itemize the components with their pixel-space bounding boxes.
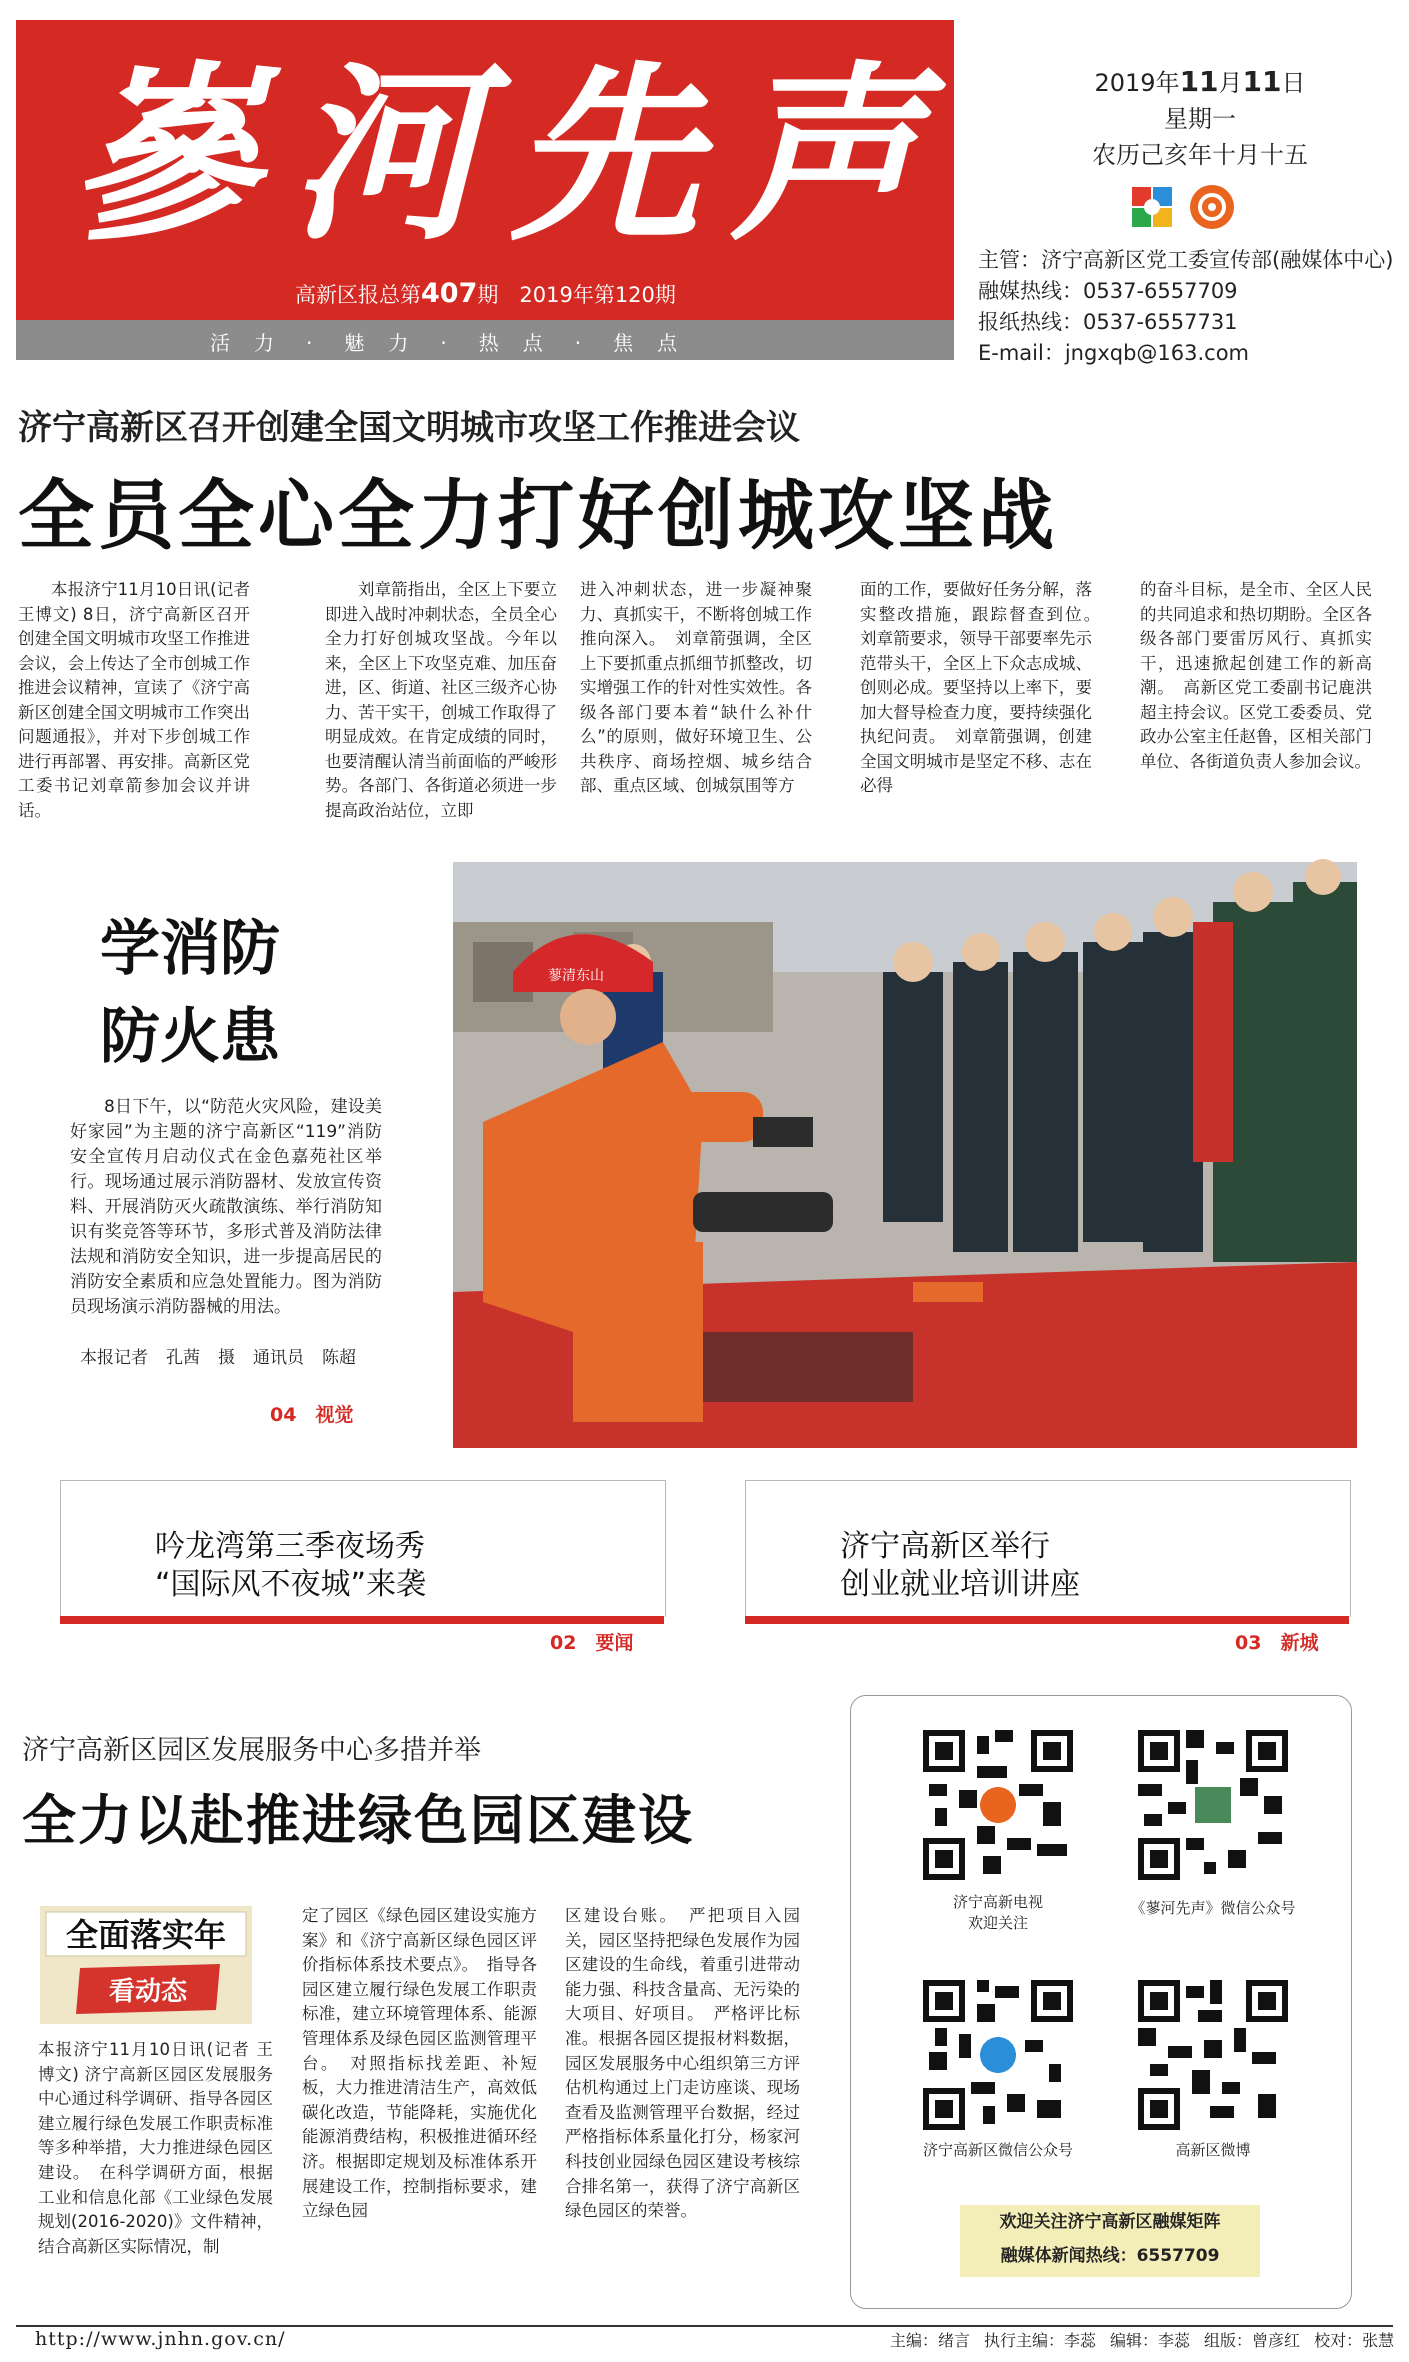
teaser-1-title: 吟龙湾第三季夜场秀 “国际风不夜城”来袭 [155, 1529, 427, 1602]
contact-info: 主管：济宁高新区党工委宣传部(融媒体中心) 融媒热线：0537-6557709 报纸热线：0537-6557731 E-mail：jngxqb@163.com [978, 248, 1394, 365]
qr-code-wechat-official[interactable] [923, 1980, 1073, 2130]
teaser-2-page[interactable]: 03 新城 [1235, 1632, 1319, 1654]
qr-code-weibo[interactable] [1138, 1980, 1288, 2130]
editor-credits: 主编：绪言 执行主编：李蕊 编辑：李蕊 组版：曾彦红 校对：张慧 [890, 2331, 1395, 2350]
qr-code-wechat-paper[interactable] [1138, 1730, 1288, 1880]
story1-column-2: 刘章箭指出，全区上下要立即进入战时冲刺状态，全员全心全力打好创城攻坚战。今年以来，全区上下攻坚克难、加压奋进，区、街道、社区三级齐心协力、苦干实干，创城工作取得了明显成效。在肯定成绩的同时，也要清醒认清当前面临的严峻形势。各部门、各街道必须进一步提高政治站位，立即 [325, 580, 557, 820]
masthead-logo: 嵾河先声 [70, 43, 951, 266]
site-url-link[interactable]: http://www.jnhn.gov.cn/ [35, 2328, 286, 2350]
teaser-2-title: 济宁高新区举行 创业就业培训讲座 [840, 1529, 1080, 1602]
story1-headline: 全员全心全力打好创城攻坚战 [18, 471, 1058, 560]
story3-column-2: 定了园区《绿色园区建设实施方案》和《济宁高新区绿色园区评价指标体系技术要点》。 指导各园区建立履行绿色发展工作职责标准，建立环境管理体系、能源管理体系及绿色园区监测管理平台。 对照指标找差距、补短板，大力推进清洁生产，高效低碳化改造，节能降耗，实施优化能源消费结构，积极推进循环经济。根据即定规划及标准体系开展建设工作，控制指标要求，建立绿色园 [302, 1906, 537, 2221]
footer-rule [16, 2325, 1393, 2327]
qr-label-tv: 济宁高新电视 欢迎关注 [952, 1893, 1043, 1932]
story3-headline: 全力以赴推进绿色园区建设 [22, 1789, 694, 1852]
fire-page-ref[interactable]: 04 视觉 [270, 1404, 354, 1426]
media-logo-icon [1130, 185, 1174, 229]
teaser-2[interactable] [745, 1480, 1349, 1654]
qr-follow-strip: 欢迎关注济宁高新区融媒矩阵 融媒体新闻热线：6557709 [960, 2205, 1260, 2277]
qr-code-tv[interactable] [923, 1730, 1073, 1880]
badge-bottom-text: 看动态 [108, 1977, 188, 2007]
badge-top-text: 全面落实年 [65, 1916, 227, 1954]
story1-column-5: 的奋斗目标，是全市、全区人民的共同追求和热切期盼。全区各级各部门要雷厉风行、真抓实干，迅速掀起创建工作的新高潮。 高新区党工委副书记鹿洪超主持会议。区党工委委员、党政办公室主任赵鲁，区相关部门单位、各街道负责人参加会议。 [1140, 580, 1372, 771]
story3-kicker: 济宁高新区园区发展服务中心多措并举 [22, 1735, 481, 1766]
story1-column-1: 本报济宁11月10日讯(记者 王博文) 8日，济宁高新区召开创建全国文明城市攻坚工作推进会议，会上传达了全市创城工作推进会议精神，宣读了《济宁高新区创建全国文明城市工作突出问题通报》，并对下步创城工作进行再部署、再安排。高新区党工委书记刘章箭参加会议并讲话。 [18, 580, 250, 820]
fire-title: 学消防 防火患 [100, 914, 280, 1072]
helmet-text: 蓼清东山 [548, 968, 604, 984]
fire-caption: 8日下午，以“防范火灾风险，建设美好家园”为主题的济宁高新区“119”消防安全宣传月启动仪式在金色嘉苑社区举行。现场通过展示消防器材、发放宣传资料、开展消防灭火疏散演练、举行消防知识有奖竞答等环节，多形式普及消防法律法规和消防安全知识，进一步提高居民的消防安全素质和应急处置能力。图为消防员现场演示消防器械的用法。 [70, 1097, 382, 1317]
qr-label-wechat-paper: 《蓼河先声》微信公众号 [1130, 1899, 1296, 1917]
qr-label-weibo: 高新区微博 [1175, 2141, 1251, 2159]
slogan: 活 力 · 魅 力 · 热 点 · 焦 点 [210, 331, 680, 355]
story1-column-3: 进入冲刺状态，进一步凝神聚力、真抓实干，不断将创城工作推向深入。 刘章箭强调，全区上下要抓重点抓细节抓整改，切实增强工作的针对性实效性。各级各部门要本着“缺什么补什么”的原则，做好环境卫生、公共秩序、商场控烟、城乡结合部、重点区域、创城氛围等方 [580, 580, 812, 795]
firefighter-photo [453, 862, 1357, 1448]
teaser-1-page[interactable]: 02 要闻 [550, 1632, 634, 1654]
issue-info: 高新区报总第407期 2019年第120期 [295, 278, 676, 309]
story1-column-4: 面的工作，要做好任务分解，落实整改措施，跟踪督查到位。 刘章箭要求，领导干部要率先示范带头干，全区上下众志成城、创则必成。要坚持以上率下，要加大督导检查力度，要持续强化执纪问责。 刘章箭强调，创建全国文明城市是坚定不移、志在必得 [860, 580, 1109, 795]
fire-credit: 本报记者 孔茜 摄 通讯员 陈超 [80, 1348, 356, 1368]
teaser-2-bar [745, 1616, 1349, 1624]
story3-column-3: 区建设台账。 严把项目入园关，园区坚持把绿色发展作为园区建设的生命线，着重引进带动能力强、科技含量高、无污染的大项目、好项目。 严格评比标准。根据各园区提报材料数据，园区发展服务中心组织第三方评估机构通过上门走访座谈、现场查看及监测管理平台数据，经过严格指标体系量化打分，杨家河科技创业园绿色园区建设考核综合排名第一，获得了济宁高新区绿色园区的荣誉。 [565, 1906, 800, 2221]
story3-column-1: 本报济宁11月10日讯(记者 王博文) 济宁高新区园区发展服务中心通过科学调研、指导各园区建立履行绿色发展工作职责标准等多种举措，大力推进绿色园区建设。 在科学调研方面，根据工业和信息化部《工业绿色发展规划(2016-2020)》文件精神，结合高新区实际情况，制 [38, 2040, 273, 2256]
campaign-badge [40, 1906, 252, 2024]
teaser-1-bar [60, 1616, 664, 1624]
station-logo-icon [1190, 185, 1234, 229]
date-block: 2019年11月11日 星期一 农历己亥年十月十五 [1092, 65, 1308, 169]
qr-label-wechat-official: 济宁高新区微信公众号 [922, 2141, 1073, 2159]
teaser-1[interactable] [60, 1480, 664, 1654]
story1-kicker: 济宁高新区召开创建全国文明城市攻坚工作推进会议 [18, 408, 800, 448]
